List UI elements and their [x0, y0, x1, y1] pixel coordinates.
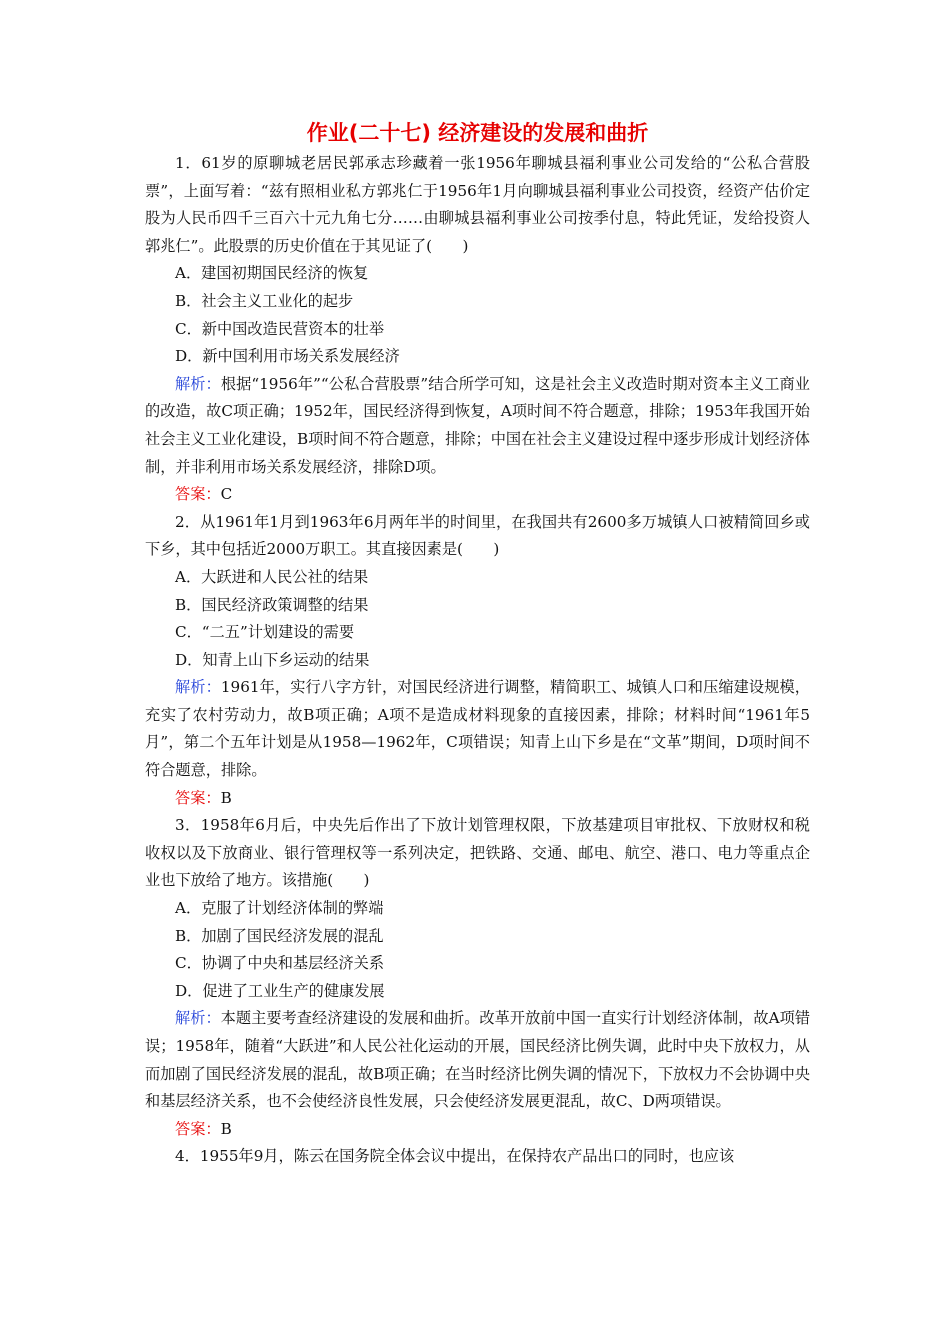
analysis-label: 解析： [175, 374, 221, 393]
option-b: B．社会主义工业化的起步 [175, 291, 354, 310]
option-d: D．促进了工业生产的健康发展 [175, 981, 385, 1000]
question-stem: 3．1958年6月后，中央先后作出了下放计划管理权限，下放基建项目审批权、下放财权和税收权以及下放商业、银行管理权等一系列决定，把铁路、交通、邮电、航空、港口、电力等重点企业也下放给了地方。该措施( ) [145, 816, 810, 890]
analysis-text: 本题主要考查经济建设的发展和曲折。改革开放前中国一直实行计划经济体制，故A项错误；1958年，随着“大跃进”和人民公社化运动的开展，国民经济比例失调，此时中央下放权力，从而加剧了国民经济发展的混乱，故B项正确；在当时经济比例失调的情况下，下放权力不会协调中央和基层经济关系，也不会使经济良性发展，只会使经济发展更混乱，故C、D两项错误。 [145, 1009, 811, 1111]
answer-label: 答案： [175, 485, 221, 504]
analysis [145, 371, 810, 481]
option-b: B．国民经济政策调整的结果 [175, 595, 369, 614]
answer-label: 答案： [175, 788, 221, 807]
analysis [145, 674, 810, 784]
answer-value: C [220, 485, 233, 504]
analysis-text: 1961年，实行八字方针，对国民经济进行调整，精简职工、城镇人口和压缩建设规模，充实了农村劳动力，故B项正确；A项不是造成材料现象的直接因素，排除；材料时间“1961年5月”，第二个五年计划是从1958—1962年，C项错误；知青上山下乡是在“文革”期间，D项时间不符合题意，排除。 [145, 678, 810, 780]
worksheet-page [145, 118, 810, 1171]
answer-label: 答案： [175, 1119, 221, 1138]
option-d: D．新中国利用市场关系发展经济 [175, 347, 400, 366]
answer [145, 481, 810, 509]
page-title: 作业(二十七) 经济建设的发展和曲折 [306, 121, 649, 145]
option-c: C．新中国改造民营资本的壮举 [175, 319, 385, 338]
question-3 [145, 812, 810, 1143]
question-1 [145, 150, 810, 509]
option-a: A．克服了计划经济体制的弊端 [175, 899, 384, 918]
question-stem: 1．61岁的原聊城老居民郭承志珍藏着一张1956年聊城县福利事业公司发给的“公私合营股票”，上面写着：“兹有照相业私方郭兆仁于1956年1月向聊城县福利事业公司投资，经资产估价定股为人民币四千三百六十元九角七分……由聊城县福利事业公司按季付息，特此凭证，发给投资人郭兆仁”。此股票的历史价值在于其见证了( ) [145, 154, 810, 255]
question-stem: 4．1955年9月，陈云在国务院全体会议中提出，在保持农产品出口的同时，也应该 [175, 1147, 735, 1166]
analysis-label: 解析： [175, 678, 221, 697]
option-c: C．“二五”计划建设的需要 [175, 623, 355, 642]
option-d: D．知青上山下乡运动的结果 [175, 650, 370, 669]
answer [145, 785, 810, 813]
answer [145, 1116, 810, 1144]
question-4 [145, 1143, 810, 1171]
analysis [145, 1005, 810, 1115]
question-stem: 2．从1961年1月到1963年6月两年半的时间里，在我国共有2600多万城镇人口被精简回乡或下乡，其中包括近2000万职工。其直接因素是( ) [145, 512, 810, 559]
question-2 [145, 509, 810, 813]
analysis-label: 解析： [175, 1009, 221, 1028]
option-b: B．加剧了国民经济发展的混乱 [175, 926, 384, 945]
answer-value: B [220, 788, 232, 807]
answer-value: B [220, 1119, 232, 1138]
option-c: C．协调了中央和基层经济关系 [175, 954, 385, 973]
option-a: A．大跃进和人民公社的结果 [175, 567, 369, 586]
analysis-text: 根据“1956年”“公私合营股票”结合所学可知，这是社会主义改造时期对资本主义工商业的改造，故C项正确；1952年，国民经济得到恢复，A项时间不符合题意，排除；1953年我国开始社会主义工业化建设，B项时间不符合题意，排除；中国在社会主义建设过程中逐步形成计划经济体制，并非利用市场关系发展经济，排除D项。 [145, 374, 810, 476]
option-a: A．建国初期国民经济的恢复 [175, 264, 369, 283]
